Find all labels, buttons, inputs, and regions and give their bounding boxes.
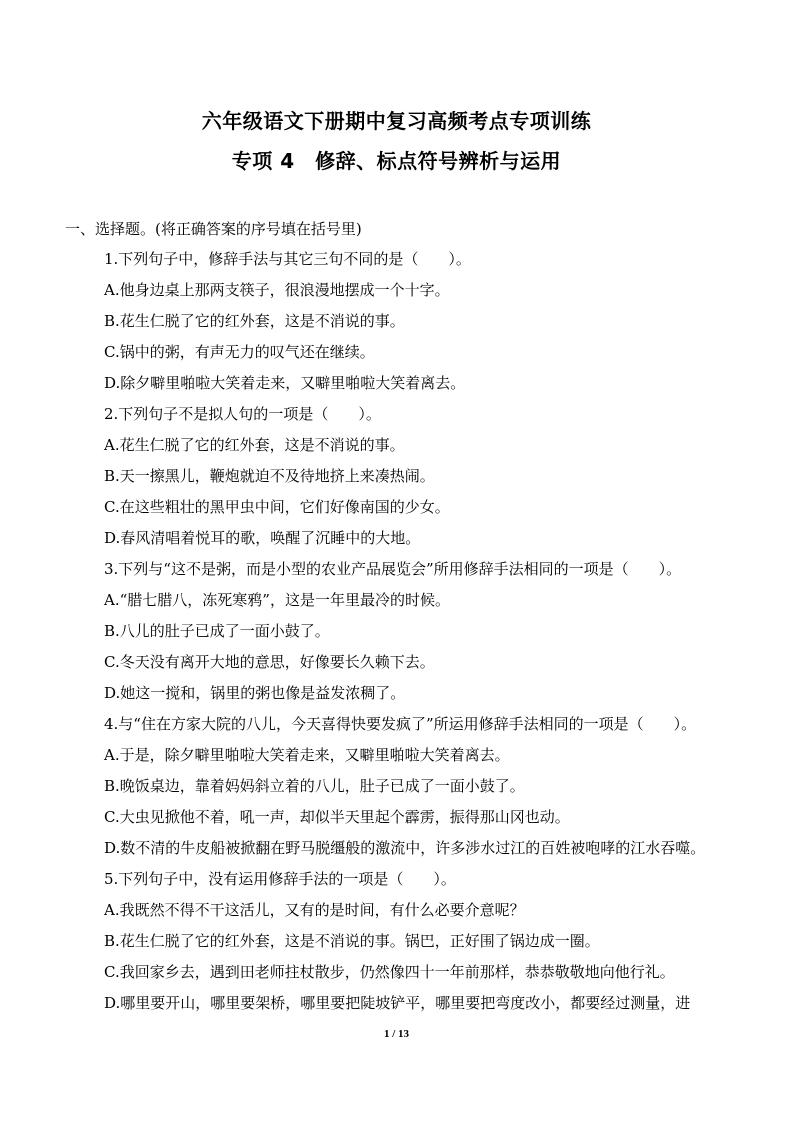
question-2-option-c: C.在这些粗壮的黑甲虫中间，它们好像南国的少女。 <box>104 498 450 516</box>
question-5-stem: 5.下列句子中，没有运用修辞手法的一项是（ ）。 <box>104 870 456 888</box>
question-3-option-c: C.冬天没有离开大地的意思，好像要长久赖下去。 <box>104 653 435 671</box>
question-1-stem: 1.下列句子中，修辞手法与其它三句不同的是（ ）。 <box>104 250 471 268</box>
question-4-option-c: C.大虫见掀他不着，吼一声，却似半天里起个霹雳，振得那山冈也动。 <box>104 808 570 826</box>
page-number: 1 / 13 <box>383 1028 410 1040</box>
question-4-option-a: A.于是，除夕噼里啪啦大笑着走来，又噼里啪啦大笑着离去。 <box>104 746 510 764</box>
question-5-option-b: B.花生仁脱了它的红外套，这是不消说的事。锅巴，正好围了锅边成一圈。 <box>104 932 600 950</box>
question-3-option-a: A.“腊七腊八，冻死寒鸦”，这是一年里最冷的时候。 <box>104 591 450 609</box>
question-3-option-d: D.她这一搅和，锅里的粥也像是益发浓稠了。 <box>104 684 406 702</box>
question-5-option-c: C.我回家乡去，遇到田老师拄杖散步，仍然像四十一年前那样，恭恭敬敬地向他行礼。 <box>104 963 675 981</box>
question-2-option-d: D.春风清唱着悦耳的歌，唤醒了沉睡中的大地。 <box>104 529 421 547</box>
question-1-option-c: C.锅中的粥，有声无力的叹气还在继续。 <box>104 343 375 361</box>
question-1-option-d: D.除夕噼里啪啦大笑着走来，又噼里啪啦大笑着离去。 <box>104 374 466 392</box>
question-4-stem: 4.与“住在方家大院的八儿，今天喜得快要发疯了”所运用修辞手法相同的一项是（ ）。 <box>104 715 697 733</box>
question-2-option-a: A.花生仁脱了它的红外套，这是不消说的事。 <box>104 436 405 454</box>
question-2-option-b: B.天一擦黑儿，鞭炮就迫不及待地挤上来凑热闹。 <box>104 467 435 485</box>
section-heading: 一、选择题。(将正确答案的序号填在括号里) <box>65 220 362 238</box>
question-4-option-b: B.晚饭桌边，靠着妈妈斜立着的八儿，肚子已成了一面小鼓了。 <box>104 777 525 795</box>
question-3-stem: 3.下列与“这不是粥，而是小型的农业产品展览会”所用修辞手法相同的一项是（ ）。 <box>104 560 682 578</box>
document-title: 六年级语文下册期中复习高频考点专项训练 <box>201 109 592 133</box>
question-1-option-a: A.他身边桌上那两支筷子，很浪漫地摆成一个十字。 <box>104 281 450 299</box>
question-1-option-b: B.花生仁脱了它的红外套，这是不消说的事。 <box>104 312 405 330</box>
document-subtitle: 专项 4 修辞、标点符号辨析与运用 <box>231 149 562 173</box>
question-4-option-d: D.数不清的牛皮船被掀翻在野马脱缰般的激流中，许多涉水过江的百姓被咆哮的江水吞噬。 <box>104 839 706 857</box>
question-2-stem: 2.下列句子不是拟人句的一项是（ ）。 <box>104 405 381 423</box>
question-5-option-d: D.哪里要开山，哪里要架桥，哪里要把陡坡铲平，哪里要把弯度改小，都要经过测量，进 <box>104 994 691 1012</box>
question-3-option-b: B.八儿的肚子已成了一面小鼓了。 <box>104 622 330 640</box>
question-5-option-a: A.我既然不得不干这活儿，又有的是时间，有什么必要介意呢？ <box>104 901 525 919</box>
